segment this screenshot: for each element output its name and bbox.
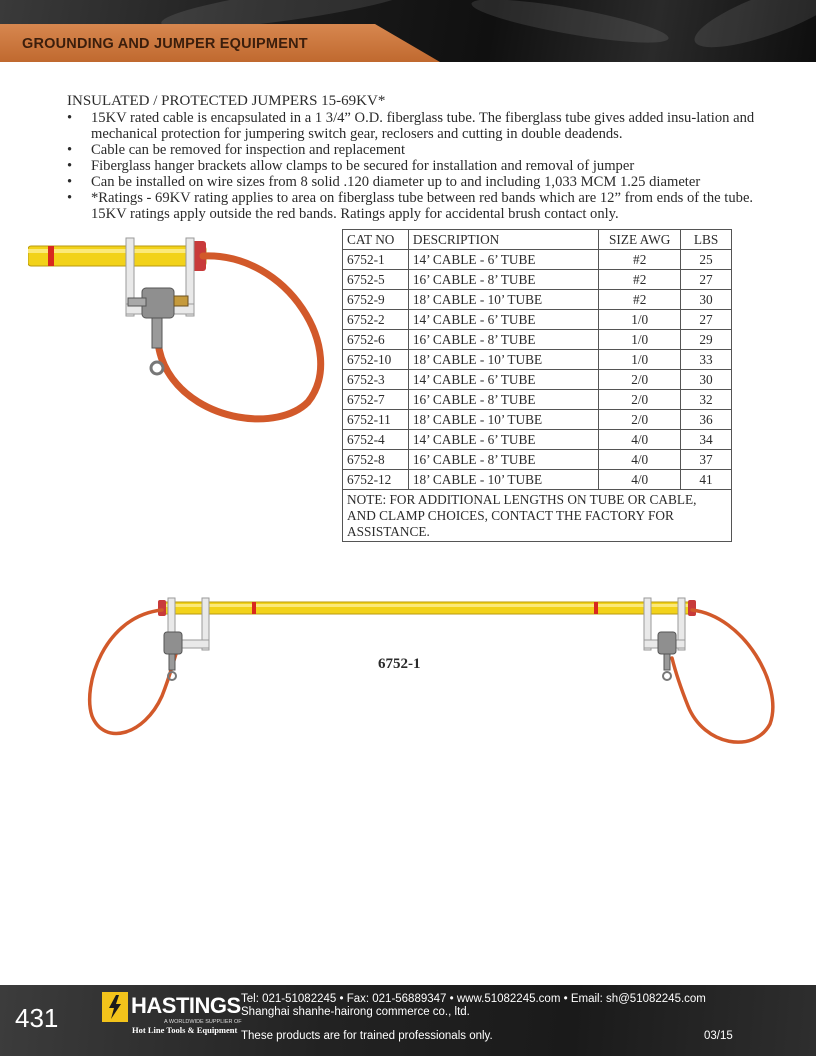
bullet-glyph: • bbox=[67, 190, 73, 206]
cell-description: 14’ CABLE - 6’ TUBE bbox=[408, 310, 598, 330]
cell-size: 2/0 bbox=[599, 370, 681, 390]
table-note: NOTE: FOR ADDITIONAL LENGTHS ON TUBE OR CABLE, AND CLAMP CHOICES, CONTACT THE FACTORY FOR ASSISTANCE. bbox=[343, 490, 732, 542]
date-code: 03/15 bbox=[704, 1030, 733, 1042]
feature-item bbox=[67, 174, 767, 190]
red-band-left bbox=[252, 602, 256, 614]
grounding-clamp-right bbox=[658, 632, 676, 680]
cell-size: 4/0 bbox=[599, 430, 681, 450]
header-description: DESCRIPTION bbox=[408, 230, 598, 250]
cell-size: #2 bbox=[599, 250, 681, 270]
cell-cat-no: 6752-9 bbox=[343, 290, 409, 310]
cell-size: 1/0 bbox=[599, 330, 681, 350]
cell-description: 16’ CABLE - 8’ TUBE bbox=[408, 330, 598, 350]
cell-description: 16’ CABLE - 8’ TUBE bbox=[408, 450, 598, 470]
cell-description: 14’ CABLE - 6’ TUBE bbox=[408, 370, 598, 390]
cell-weight: 30 bbox=[681, 370, 732, 390]
header-cat-no: CAT NO bbox=[343, 230, 409, 250]
table-row bbox=[343, 450, 732, 470]
tube-end-cap-right bbox=[688, 600, 696, 616]
table-row bbox=[343, 470, 732, 490]
brand-name: HASTINGS bbox=[131, 993, 241, 1018]
cell-size: 2/0 bbox=[599, 390, 681, 410]
table-header-row bbox=[343, 230, 732, 250]
feature-text: Fiberglass hanger brackets allow clamps to be secured for installation and removal of jumper bbox=[91, 158, 635, 174]
cell-description: 18’ CABLE - 10’ TUBE bbox=[408, 410, 598, 430]
cell-size: 2/0 bbox=[599, 410, 681, 430]
table-row bbox=[343, 310, 732, 330]
cell-weight: 27 bbox=[681, 270, 732, 290]
cell-size: 4/0 bbox=[599, 450, 681, 470]
cell-size: #2 bbox=[599, 270, 681, 290]
cell-cat-no: 6752-5 bbox=[343, 270, 409, 290]
table-row bbox=[343, 350, 732, 370]
red-band bbox=[48, 246, 54, 266]
page-header bbox=[0, 0, 816, 62]
cell-weight: 41 bbox=[681, 470, 732, 490]
cell-weight: 25 bbox=[681, 250, 732, 270]
contact-info bbox=[241, 993, 706, 1019]
feature-text: 15KV rated cable is encapsulated in a 1 3/4” O.D. fiberglass tube. The fiberglass tube gives added insu-lation and mechanical protection for jumpering switch gear, reclosers and cutting in double deadends. bbox=[91, 110, 755, 142]
jumper-cable bbox=[158, 256, 321, 419]
cell-description: 18’ CABLE - 10’ TUBE bbox=[408, 470, 598, 490]
cell-weight: 27 bbox=[681, 310, 732, 330]
red-band-right bbox=[594, 602, 598, 614]
table-note-row bbox=[343, 490, 732, 542]
contact-line: Tel: 021-51082245 • Fax: 021-56889347 • www.51082245.com • Email: sh@51082245.com bbox=[241, 993, 706, 1005]
cell-weight: 36 bbox=[681, 410, 732, 430]
cell-description: 14’ CABLE - 6’ TUBE bbox=[408, 430, 598, 450]
cell-size: 1/0 bbox=[599, 350, 681, 370]
cell-cat-no: 6752-2 bbox=[343, 310, 409, 330]
cell-weight: 34 bbox=[681, 430, 732, 450]
bullet-glyph: • bbox=[67, 110, 73, 126]
section-title: GROUNDING AND JUMPER EQUIPMENT bbox=[22, 36, 308, 52]
page-number: 431 bbox=[15, 1003, 59, 1033]
cell-size: 1/0 bbox=[599, 310, 681, 330]
tube-end-cap-left bbox=[158, 600, 166, 616]
feature-text: Can be installed on wire sizes from 8 solid .120 diameter up to and including 1,033 MCM 1.25 diameter bbox=[91, 174, 701, 190]
jumper-cable-left bbox=[90, 610, 176, 733]
table-row bbox=[343, 430, 732, 450]
jumper-cable-right bbox=[672, 610, 773, 742]
jumper-full-illustration bbox=[84, 596, 780, 750]
figure-caption: 6752-1 bbox=[378, 656, 421, 672]
feature-item bbox=[67, 110, 767, 142]
table-row bbox=[343, 250, 732, 270]
cell-weight: 29 bbox=[681, 330, 732, 350]
brand-tagline: A WORLDWIDE SUPPLIER OF bbox=[164, 1019, 242, 1025]
header-texture bbox=[469, 0, 670, 51]
cell-description: 18’ CABLE - 10’ TUBE bbox=[408, 290, 598, 310]
bullet-glyph: • bbox=[67, 174, 73, 190]
cell-cat-no: 6752-11 bbox=[343, 410, 409, 430]
cell-description: 16’ CABLE - 8’ TUBE bbox=[408, 390, 598, 410]
header-lbs: LBS bbox=[681, 230, 732, 250]
cell-description: 14’ CABLE - 6’ TUBE bbox=[408, 250, 598, 270]
hastings-logo-icon bbox=[102, 992, 128, 1022]
bullet-glyph: • bbox=[67, 142, 73, 158]
feature-item bbox=[67, 190, 767, 222]
cell-weight: 30 bbox=[681, 290, 732, 310]
cell-cat-no: 6752-7 bbox=[343, 390, 409, 410]
grounding-clamp-left bbox=[164, 632, 182, 680]
cell-cat-no: 6752-6 bbox=[343, 330, 409, 350]
lightning-bolt-icon bbox=[102, 992, 128, 1022]
cell-description: 18’ CABLE - 10’ TUBE bbox=[408, 350, 598, 370]
feature-list bbox=[67, 110, 767, 222]
catalog-table bbox=[342, 229, 732, 542]
grounding-clamp bbox=[128, 288, 188, 374]
fiberglass-tube bbox=[162, 602, 692, 614]
cell-weight: 32 bbox=[681, 390, 732, 410]
feature-text: Cable can be removed for inspection and replacement bbox=[91, 142, 406, 158]
tube-highlight bbox=[28, 249, 206, 253]
company-line: Shanghai shanhe-hairong commerce co., ltd. bbox=[241, 1006, 470, 1018]
cell-cat-no: 6752-12 bbox=[343, 470, 409, 490]
cell-size: #2 bbox=[599, 290, 681, 310]
table-row bbox=[343, 330, 732, 350]
cell-weight: 33 bbox=[681, 350, 732, 370]
table-row bbox=[343, 410, 732, 430]
header-texture bbox=[688, 0, 816, 60]
bullet-glyph: • bbox=[67, 158, 73, 174]
table-row bbox=[343, 290, 732, 310]
table-row bbox=[343, 390, 732, 410]
feature-text: *Ratings - 69KV rating applies to area on fiberglass tube between red bands which are 12” from ends of the tube. 15KV ratings apply outside the red bands. Ratings apply for accidental brush contact only. bbox=[91, 190, 754, 222]
table-row bbox=[343, 370, 732, 390]
cell-cat-no: 6752-10 bbox=[343, 350, 409, 370]
cell-cat-no: 6752-8 bbox=[343, 450, 409, 470]
cell-cat-no: 6752-4 bbox=[343, 430, 409, 450]
brand-subline: Hot Line Tools & Equipment bbox=[132, 1025, 238, 1035]
product-title: INSULATED / PROTECTED JUMPERS 15-69KV* bbox=[67, 93, 386, 109]
cell-description: 16’ CABLE - 8’ TUBE bbox=[408, 270, 598, 290]
header-size-awg: SIZE AWG bbox=[599, 230, 681, 250]
feature-item bbox=[67, 142, 767, 158]
cell-size: 4/0 bbox=[599, 470, 681, 490]
cell-cat-no: 6752-1 bbox=[343, 250, 409, 270]
tube-highlight bbox=[162, 604, 692, 607]
disclaimer: These products are for trained professionals only. bbox=[241, 1030, 493, 1042]
cell-cat-no: 6752-3 bbox=[343, 370, 409, 390]
jumper-closeup-illustration bbox=[28, 232, 338, 424]
table-row bbox=[343, 270, 732, 290]
cell-weight: 37 bbox=[681, 450, 732, 470]
feature-item bbox=[67, 158, 767, 174]
